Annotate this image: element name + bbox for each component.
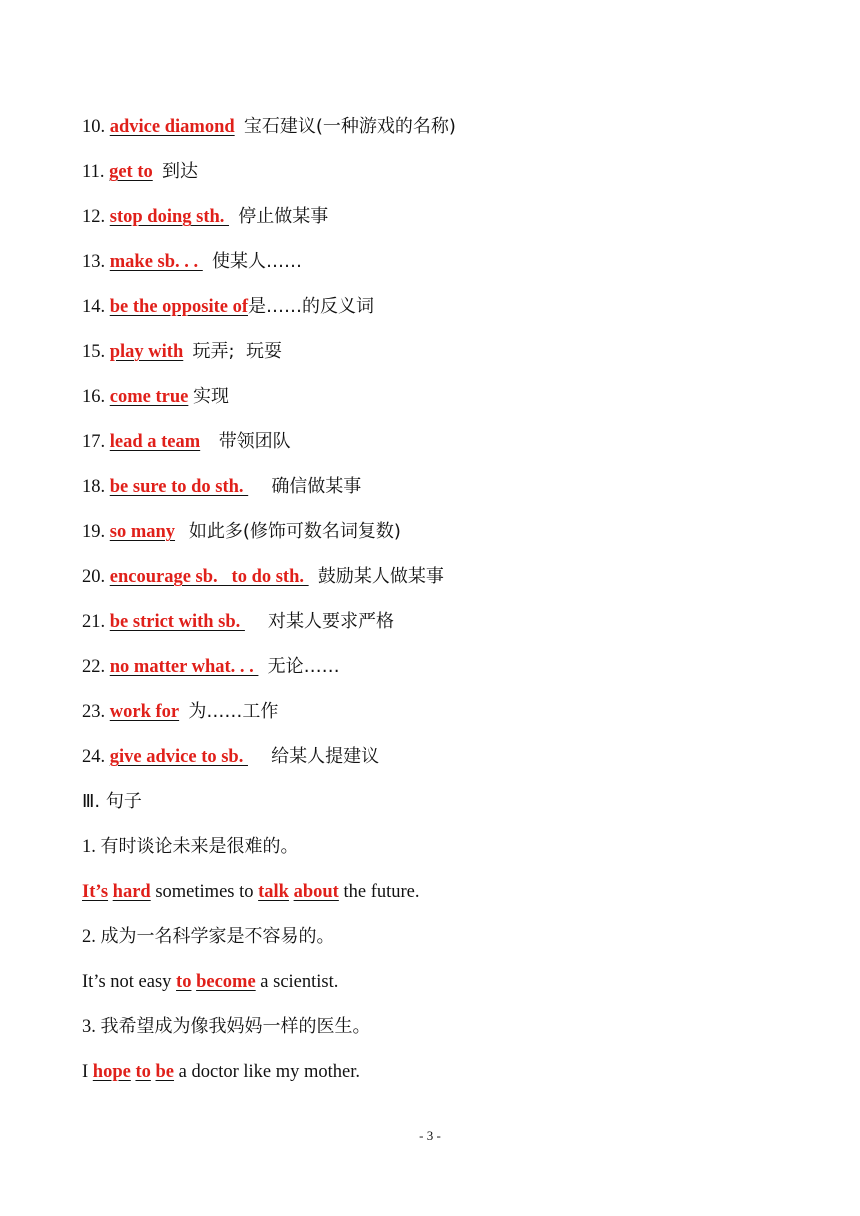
phrase-answer: get to xyxy=(109,162,153,182)
phrase-item xyxy=(82,745,379,769)
phrase-spacer xyxy=(203,252,212,272)
phrase-spacer xyxy=(229,207,238,227)
page-number: - 3 - xyxy=(419,1128,441,1143)
phrase-meaning: 如此多(修饰可数名词复数) xyxy=(188,521,401,542)
phrase-item xyxy=(82,295,374,319)
phrase-number: 18. xyxy=(82,477,110,497)
sentence-english xyxy=(82,970,338,994)
phrase-answer: advice diamond xyxy=(109,117,235,137)
phrase-answer: be strict with sb. xyxy=(109,612,245,632)
phrase-meaning: 宝石建议(一种游戏的名称) xyxy=(243,116,456,137)
phrase-spacer xyxy=(175,522,189,542)
phrase-meaning: 给某人提建议 xyxy=(271,746,380,767)
phrase-meaning: 确信做某事 xyxy=(271,476,362,497)
phrase-item xyxy=(82,475,361,499)
sentence-number: 2. xyxy=(82,927,101,947)
phrase-spacer xyxy=(179,702,188,722)
phrase-number: 19. xyxy=(82,522,110,542)
sentence-text: a scientist. xyxy=(255,972,339,992)
phrase-spacer xyxy=(200,432,219,452)
sentence-english xyxy=(82,880,420,904)
phrase-item xyxy=(82,655,340,679)
phrase-number: 22. xyxy=(82,657,110,677)
phrase-answer: so many xyxy=(109,522,176,542)
phrase-answer: lead a team xyxy=(109,432,201,452)
phrase-answer: encourage sb. to do sth. xyxy=(109,567,309,587)
phrase-number: 20. xyxy=(82,567,110,587)
phrase-answer: be sure to do sth. xyxy=(109,477,249,497)
sentence-answer: be xyxy=(155,1062,175,1082)
sentence-text: sometimes to xyxy=(150,882,259,902)
phrase-meaning: 无论…… xyxy=(267,656,340,677)
phrase-item xyxy=(82,430,291,454)
phrase-number: 16. xyxy=(82,387,110,407)
phrase-spacer xyxy=(245,612,268,632)
sentence-prompt xyxy=(82,835,299,859)
phrase-meaning: 是……的反义词 xyxy=(248,296,374,317)
phrase-item xyxy=(82,115,456,139)
phrase-number: 24. xyxy=(82,747,110,767)
phrase-meaning: 带领团队 xyxy=(218,431,291,452)
phrase-answer: come true xyxy=(109,387,189,407)
sentence-number: 1. xyxy=(82,837,101,857)
phrase-spacer xyxy=(183,342,192,362)
phrase-number: 21. xyxy=(82,612,110,632)
section-title: Ⅲ. 句子 xyxy=(82,791,142,812)
phrase-number: 13. xyxy=(82,252,110,272)
phrase-spacer xyxy=(309,567,318,587)
phrase-item xyxy=(82,205,328,229)
phrase-number: 10. xyxy=(82,117,110,137)
phrase-meaning: 到达 xyxy=(162,161,198,182)
phrase-item xyxy=(82,250,302,274)
phrase-spacer xyxy=(153,162,162,182)
sentence-chinese: 成为一名科学家是不容易的。 xyxy=(100,926,335,947)
phrase-meaning: 停止做某事 xyxy=(238,206,329,227)
sentence-answer: about xyxy=(293,882,339,902)
phrase-spacer xyxy=(248,747,271,767)
phrase-spacer xyxy=(235,117,244,137)
phrase-item xyxy=(82,520,401,544)
phrase-item xyxy=(82,385,229,409)
phrase-item xyxy=(82,610,394,634)
phrase-spacer xyxy=(258,657,267,677)
phrase-meaning: 玩弄; 玩耍 xyxy=(192,341,283,362)
sentence-chinese: 有时谈论未来是很难的。 xyxy=(100,836,299,857)
sentence-prompt xyxy=(82,925,335,949)
sentence-answer: hard xyxy=(112,882,151,902)
phrase-number: 11. xyxy=(82,162,110,182)
sentence-number: 3. xyxy=(82,1017,101,1037)
phrase-answer: no matter what. . . xyxy=(109,657,259,677)
sentence-answer: to xyxy=(135,1062,151,1082)
phrase-answer: make sb. . . xyxy=(109,252,203,272)
sentence-answer: hope xyxy=(92,1062,131,1082)
sentence-text: a doctor like my mother. xyxy=(174,1062,361,1082)
phrase-answer: play with xyxy=(109,342,184,362)
sentence-prompt xyxy=(82,1015,371,1039)
phrase-number: 12. xyxy=(82,207,110,227)
phrase-meaning: 使某人…… xyxy=(212,251,303,272)
sentence-chinese: 我希望成为像我妈妈一样的医生。 xyxy=(100,1016,371,1037)
sentence-answer: talk xyxy=(258,882,289,902)
phrase-meaning: 实现 xyxy=(192,386,229,407)
phrase-meaning: 为……工作 xyxy=(188,701,279,722)
sentence-text: the future. xyxy=(338,882,420,902)
phrase-answer: be the opposite of xyxy=(109,297,248,317)
phrase-number: 14. xyxy=(82,297,110,317)
phrase-number: 15. xyxy=(82,342,110,362)
phrase-item xyxy=(82,565,444,589)
phrase-item xyxy=(82,160,198,184)
phrase-meaning: 对某人要求严格 xyxy=(268,611,395,632)
sentence-text: It’s not easy xyxy=(82,972,177,992)
sentence-answer: to xyxy=(176,972,192,992)
phrase-number: 23. xyxy=(82,702,110,722)
phrase-answer: stop doing sth. xyxy=(109,207,230,227)
phrase-answer: work for xyxy=(109,702,180,722)
phrase-number: 17. xyxy=(82,432,110,452)
phrase-answer: give advice to sb. xyxy=(109,747,248,767)
phrase-item xyxy=(82,700,278,724)
phrase-spacer xyxy=(248,477,271,497)
sentence-text: I xyxy=(82,1062,93,1082)
phrase-item xyxy=(82,340,282,364)
phrase-meaning: 鼓励某人做某事 xyxy=(317,566,444,587)
sentence-answer: become xyxy=(196,972,256,992)
sentence-english xyxy=(82,1060,360,1084)
sentence-answer: It’s xyxy=(82,882,109,902)
